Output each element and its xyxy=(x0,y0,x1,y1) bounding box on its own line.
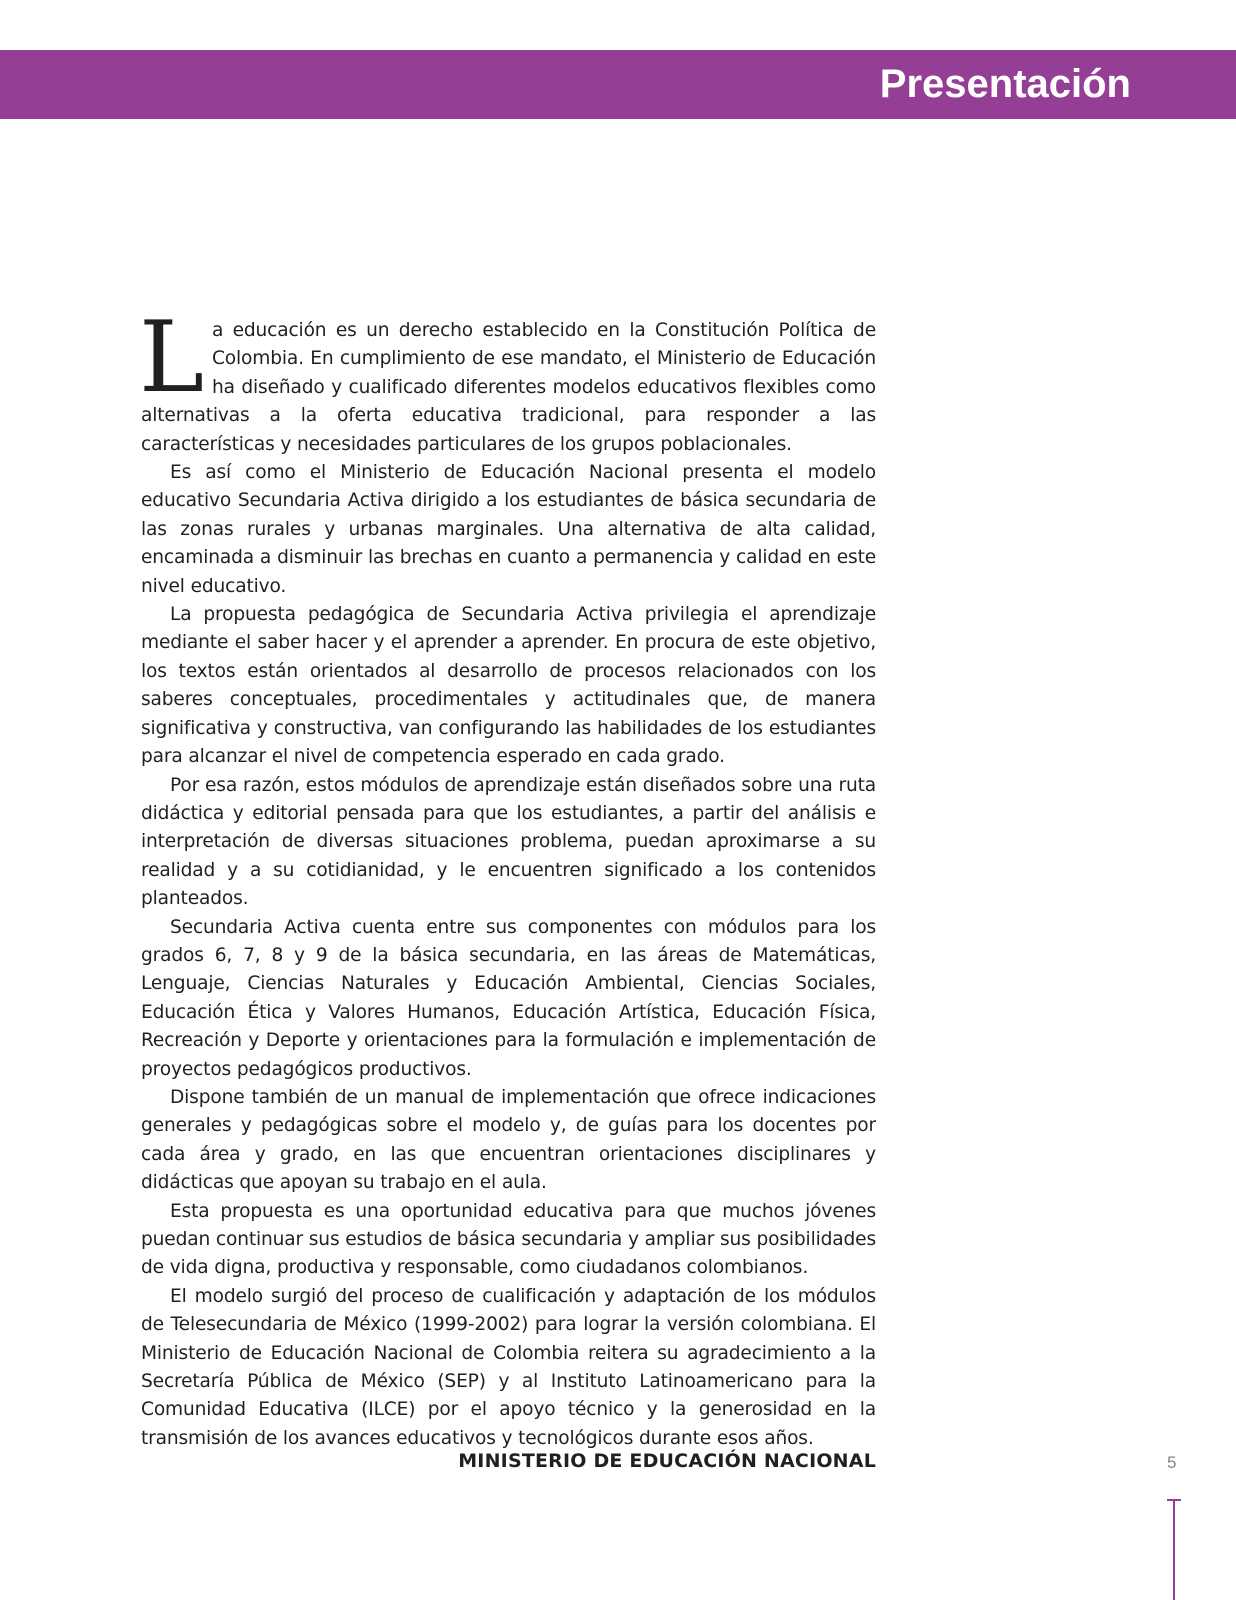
section-title: Presentación xyxy=(879,62,1131,106)
paragraph-5: Secundaria Activa cuenta entre sus componentes con módulos para los grados 6, 7, 8 y 9 de la básica secundaria, en las áreas de Matemáticas, Lenguaje, Ciencias Naturales y Educación Ambiental, Ciencias Sociales, Educación Ética y Valores Humanos, Educación Artística, Educación Física, Recreación y Deporte y orientaciones para la formulación e implementación de proyectos pedagógicos productivos. xyxy=(141,916,876,1080)
presentation-body xyxy=(139,301,876,1453)
section-header-band xyxy=(0,50,1236,119)
paragraph-4: Por esa razón, estos módulos de aprendizaje están diseñados sobre una ruta didáctica y editorial pensada para que los estudiantes, a partir del análisis e interpretación de diversas situaciones problema, puedan aproximarse a su realidad y a su cotidianidad, y le encuentren significado a los contenidos planteados. xyxy=(141,774,876,910)
paragraph-1-text: a educación es un derecho establecido en la Constitución Política de Colombia. En cumplimiento de ese mandato, el Ministerio de Educación ha diseñado y cualificado diferentes modelos educativos flexibles como alternativas a la oferta educativa tradicional, para responder a las características y necesidades particulares de los grupos poblacionales. xyxy=(141,320,876,455)
paragraph-8: El modelo surgió del proceso de cualificación y adaptación de los módulos de Telesecundaria de México (1999-2002) para lograr la versión colombiana. El Ministerio de Educación Nacional de Colombia reitera su agradecimiento a la Secretaría Pública de México (SEP) y al Instituto Latinoamericano para la Comunidad Educativa (ILCE) por el apoyo técnico y la generosidad en la transmisión de los avances educativos y tecnológicos durante esos años. xyxy=(141,1285,876,1449)
page-number: 5 xyxy=(1167,1453,1177,1472)
signature: MINISTERIO DE EDUCACIÓN NACIONAL xyxy=(458,1450,876,1472)
paragraph-7: Esta propuesta es una oportunidad educativa para que muchos jóvenes puedan continuar sus estudios de básica secundaria y ampliar sus posibilidades de vida digna, productiva y responsable, como ciudadanos colombianos. xyxy=(141,1200,876,1279)
paragraph-6: Dispone también de un manual de implementación que ofrece indicaciones generales y pedagógicas sobre el modelo y, de guías para los docentes por cada área y grado, en las que encuentran orientaciones disciplinares y didácticas que apoyan su trabajo en el aula. xyxy=(141,1086,876,1194)
drop-cap: L xyxy=(139,301,204,415)
paragraph-3: La propuesta pedagógica de Secundaria Activa privilegia el aprendizaje mediante el saber hacer y el aprender a aprender. En procura de este objetivo, los textos están orientados al desarrollo de procesos relacionados con los saberes conceptuales, procedimentales y actitudinales que, de manera significativa y constructiva, van configurando las habilidades de los estudiantes para alcanzar el nivel de competencia esperado en cada grado. xyxy=(141,604,876,768)
paragraph-1 xyxy=(139,301,876,459)
page-rule xyxy=(1173,1500,1175,1600)
paragraph-2: Es así como el Ministerio de Educación Nacional presenta el modelo educativo Secundaria Activa dirigido a los estudiantes de básica secundaria de las zonas rurales y urbanas marginales. Una alternativa de alta calidad, encaminada a disminuir las brechas en cuanto a permanencia y calidad en este nivel educativo. xyxy=(141,462,876,597)
